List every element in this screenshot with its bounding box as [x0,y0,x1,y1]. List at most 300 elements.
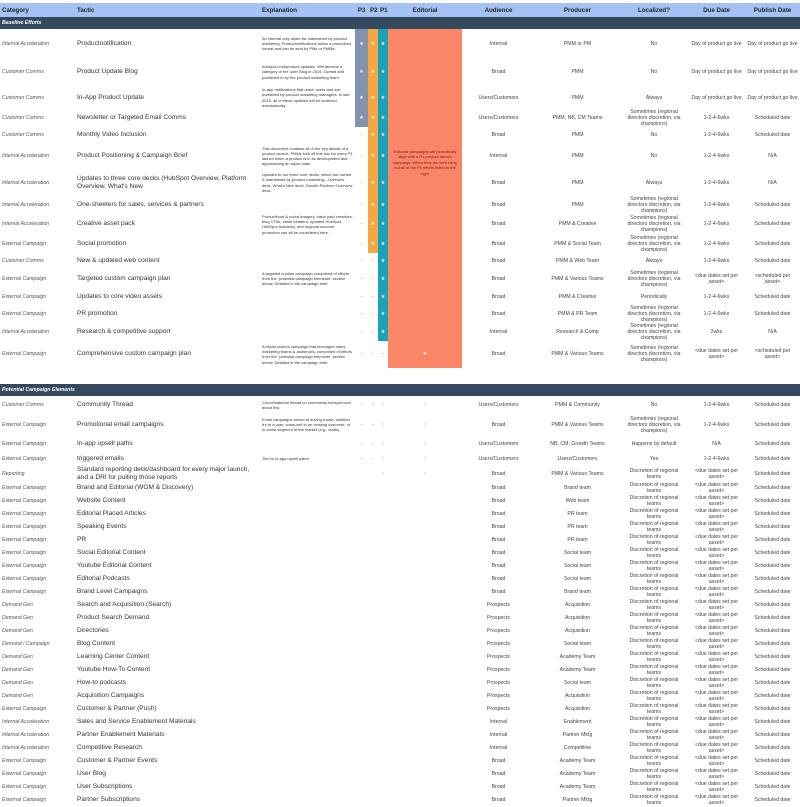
publish-cell[interactable]: Scheduled date [754,537,791,544]
category-cell[interactable]: External Campaign [2,293,47,300]
audience-cell[interactable]: Internal [489,732,508,739]
due-cell[interactable]: 1-2-4-6wks [703,257,730,264]
category-cell[interactable]: External Campaign [2,440,47,447]
table-row[interactable] [0,677,800,690]
editorial-cell[interactable] [388,521,462,534]
explanation-cell[interactable] [260,651,355,664]
audience-cell[interactable]: Broad [491,589,506,596]
p3-cell[interactable] [355,664,368,677]
tactic-cell[interactable]: Product Search Demand [77,614,150,622]
category-cell[interactable]: Internal Acceleration [2,732,50,739]
due-cell[interactable]: <due dates set per asset> [694,625,739,638]
publish-cell[interactable]: Scheduled date [754,221,791,228]
category-cell[interactable]: Internal Acceleration [2,153,50,159]
explanation-cell[interactable] [260,703,355,716]
table-row[interactable] [0,396,800,414]
producer-cell[interactable]: PMM & Creative [558,221,597,228]
due-cell[interactable]: 1-2-4-6wks [703,132,730,138]
p1-cell[interactable] [378,235,388,253]
p1-cell[interactable] [378,86,388,109]
explanation-cell[interactable] [260,677,355,690]
explanation-cell[interactable] [260,508,355,521]
localized-cell[interactable]: Discretion of regional teams [629,742,679,755]
explanation-cell[interactable]: hubspot.com/product-updates. Will become a category of the User Blog in 2019. Owned and published to by the product marketing team. [262,64,345,80]
table-row[interactable] [0,781,800,794]
audience-cell[interactable]: Users/Customers [478,455,519,462]
p2-cell[interactable] [368,638,378,651]
table-row[interactable] [0,742,800,755]
p2-cell[interactable] [368,235,378,253]
table-row[interactable] [0,768,800,781]
producer-cell[interactable]: NB, CM, Growth Teams [550,440,605,447]
p3-cell[interactable] [355,638,368,651]
tactic-cell[interactable]: User Blog [77,770,106,778]
p1-cell[interactable] [378,755,388,768]
category-cell[interactable]: External Campaign [2,498,47,505]
explanation-cell[interactable] [260,534,355,547]
editorial-cell[interactable] [388,742,462,755]
producer-cell[interactable]: PMM & Community [555,401,600,408]
table-row[interactable] [0,612,800,625]
category-cell[interactable]: External Campaign [2,706,47,713]
producer-cell[interactable]: Acquisition [564,602,591,609]
category-cell[interactable]: Customer Comms [2,257,44,264]
localized-cell[interactable]: Discretion of regional teams [629,781,679,794]
table-row[interactable] [0,414,800,436]
producer-cell[interactable]: PMM & Various Teams [551,421,604,428]
p2-cell[interactable] [368,452,378,466]
due-cell[interactable]: <due dates set per asset> [694,573,739,586]
editorial-cell[interactable] [388,716,462,729]
localized-cell[interactable]: Discretion of regional teams [629,794,679,807]
table-row[interactable] [0,755,800,768]
explanation-cell[interactable]: In-app notifications that reach users and are published by product marketing managers. In late 2018, all of these updates will be localized automatically. [262,87,350,108]
p3-cell[interactable] [355,534,368,547]
publish-cell[interactable]: Scheduled date [754,615,791,622]
category-cell[interactable]: Demand Gen [2,615,33,622]
due-cell[interactable]: 1-2-4-6wks [703,240,730,247]
editorial-cell[interactable] [388,768,462,781]
p1-cell[interactable] [378,729,388,742]
publish-cell[interactable]: Scheduled date [754,732,791,739]
p3-cell[interactable] [355,58,368,86]
publish-cell[interactable]: Scheduled date [754,524,791,531]
localized-cell[interactable]: Discretion of regional teams [629,521,679,534]
p2-cell[interactable] [368,573,378,586]
p3-cell[interactable] [355,396,368,414]
tactic-cell[interactable]: Product Positioning & Campaign Brief [77,152,188,159]
tactic-cell[interactable]: In-App Product Update [77,93,145,101]
localized-cell[interactable]: Discretion of regional teams [629,716,679,729]
p2-cell[interactable] [368,599,378,612]
column-header-audience[interactable]: Audience [462,3,535,17]
table-row[interactable] [0,341,800,368]
due-cell[interactable]: <due dates set per asset> [694,664,739,677]
p2-cell[interactable] [368,169,378,196]
due-cell[interactable]: Day of product go live [691,94,742,101]
audience-cell[interactable]: Broad [491,550,506,557]
publish-cell[interactable]: N/A [768,179,777,186]
explanation-cell[interactable]: An internal only distro list maintained by product marketing. Productnotifications follow a prescribed format and can be sent by PMs or PMMs. [262,35,352,52]
audience-cell[interactable]: Broad [491,257,506,264]
explanation-cell[interactable] [260,289,355,305]
producer-cell[interactable]: Brand team [564,485,591,492]
p2-cell[interactable] [368,196,378,214]
tactic-cell[interactable]: Directories [77,627,109,635]
category-cell[interactable]: External Campaign [2,421,47,428]
localized-cell[interactable]: Discretion of regional teams [629,612,679,625]
p1-cell[interactable] [378,534,388,547]
category-cell[interactable]: Internal Acceleration [2,179,50,186]
category-cell[interactable]: External Campaign [2,511,47,518]
audience-cell[interactable]: Broad [491,758,506,765]
p1-cell[interactable] [378,305,388,323]
due-cell[interactable]: <due dates set per asset> [694,272,739,285]
audience-cell[interactable]: Broad [491,275,506,282]
p3-cell[interactable] [355,109,368,127]
p2-cell[interactable] [368,143,378,169]
tactic-cell[interactable]: In-app upsell paths [77,439,133,447]
due-cell[interactable]: <due dates set per asset> [694,690,739,703]
table-row[interactable] [0,560,800,573]
category-cell[interactable]: Internal Acceleration [2,745,50,752]
category-cell[interactable]: Customer Comms [2,94,44,101]
p3-cell[interactable] [355,289,368,305]
producer-cell[interactable]: Users/Customers [557,455,598,462]
due-cell[interactable]: 1-2-4-6wks [703,179,730,186]
publish-cell[interactable]: Scheduled date [754,240,791,247]
editorial-cell[interactable] [388,341,462,368]
editorial-cell[interactable] [388,482,462,495]
tactic-cell[interactable]: Speaking Events [77,523,127,531]
p3-cell[interactable] [355,143,368,169]
audience-cell[interactable]: Broad [491,576,506,583]
p3-cell[interactable] [355,768,368,781]
due-cell[interactable]: <due dates set per asset> [694,677,739,690]
p1-cell[interactable] [378,143,388,169]
category-cell[interactable]: External Campaign [2,797,47,804]
publish-cell[interactable]: Scheduled date [754,485,791,492]
editorial-cell[interactable] [388,625,462,638]
p3-cell[interactable] [355,86,368,109]
due-cell[interactable]: <due dates set per asset> [694,612,739,625]
due-cell[interactable]: 1-2-4-6wks [703,202,730,208]
p1-cell[interactable] [378,599,388,612]
editorial-cell[interactable] [388,534,462,547]
explanation-cell[interactable] [260,573,355,586]
publish-cell[interactable]: Scheduled date [754,310,791,317]
explanation-cell[interactable] [260,625,355,638]
explanation-cell[interactable] [260,729,355,742]
tactic-cell[interactable]: Brand and Editorial (WOM & Discovery) [77,484,194,492]
p2-cell[interactable] [368,625,378,638]
localized-cell[interactable]: Discretion of regional teams [629,586,679,599]
p1-cell[interactable] [378,625,388,638]
p3-cell[interactable] [355,755,368,768]
publish-cell[interactable]: Scheduled date [754,784,791,791]
p3-cell[interactable] [355,127,368,143]
table-row[interactable] [0,547,800,560]
explanation-cell[interactable] [260,638,355,651]
publish-cell[interactable]: Scheduled date [754,550,791,557]
p3-cell[interactable] [355,794,368,807]
tactic-cell[interactable]: Research & competitive support [77,327,171,335]
explanation-cell[interactable]: Email campaigns aimed at driving a sale, whether it's to a user, cross-sell to an existing customer, or to some segment of the market (e.g., leads) [262,417,351,433]
producer-cell[interactable]: PMM [571,153,584,159]
category-cell[interactable]: Customer Comms [2,115,44,121]
publish-cell[interactable]: Scheduled date [754,641,791,648]
p2-cell[interactable] [368,58,378,86]
localized-cell[interactable]: Sometimes (regional directors discretion, via champions) [627,304,681,323]
table-row[interactable] [0,109,800,127]
producer-cell[interactable]: PMM [571,179,584,186]
explanation-cell[interactable] [260,436,355,452]
category-cell[interactable]: External Campaign [2,563,47,570]
tactic-cell[interactable]: One-sheeters for sales, services & partners [77,201,204,208]
publish-cell[interactable]: Scheduled date [754,470,791,477]
p1-cell[interactable] [378,127,388,143]
p2-cell[interactable] [368,214,378,235]
p1-cell[interactable] [378,414,388,436]
explanation-cell[interactable]: Tied to in-app upsell paths [262,456,309,462]
explanation-cell[interactable] [260,742,355,755]
p3-cell[interactable] [355,651,368,664]
editorial-cell[interactable] [388,414,462,436]
p1-cell[interactable] [378,396,388,414]
tactic-cell[interactable]: Standard reporting deck/dashboard for every major launch, and a DRI for pulling those reports [77,465,250,481]
p1-cell[interactable] [378,466,388,482]
localized-cell[interactable]: No [650,69,658,75]
due-cell[interactable]: <due dates set per asset> [694,742,739,755]
p2-cell[interactable] [368,289,378,305]
localized-cell[interactable]: Always [645,94,663,101]
producer-cell[interactable]: Acquisition [564,693,591,700]
tactic-cell[interactable]: New & updated web content [77,256,160,264]
p1-cell[interactable] [378,29,388,58]
editorial-cell[interactable] [388,323,462,341]
due-cell[interactable]: <due dates set per asset> [694,794,739,807]
audience-cell[interactable]: Broad [491,310,506,317]
publish-cell[interactable]: Scheduled date [754,628,791,635]
due-cell[interactable]: <due dates set per asset> [694,755,739,768]
tactic-cell[interactable]: User Subscriptions [77,783,133,791]
publish-cell[interactable]: N/A [768,153,777,159]
p3-cell[interactable] [355,547,368,560]
explanation-cell[interactable] [260,612,355,625]
localized-cell[interactable]: No [650,40,658,47]
p3-cell[interactable] [355,599,368,612]
producer-cell[interactable]: Academy Team [559,758,596,765]
audience-cell[interactable]: Broad [491,240,506,247]
localized-cell[interactable]: Sometimes (regional directors discretion, via champions) [627,234,681,253]
p3-cell[interactable] [355,323,368,341]
explanation-cell[interactable]: Conversational thread on community.hubspot.com about this [262,399,351,410]
category-cell[interactable]: External Campaign [2,351,47,358]
producer-cell[interactable]: PMM & Various Teams [551,275,604,282]
explanation-cell[interactable] [260,323,355,341]
table-row[interactable] [0,573,800,586]
p1-cell[interactable] [378,323,388,341]
p1-cell[interactable] [378,109,388,127]
category-cell[interactable]: Demand Gen [2,693,33,700]
category-cell[interactable]: Demand Gen [2,667,33,674]
p1-cell[interactable] [378,781,388,794]
p2-cell[interactable] [368,521,378,534]
table-row[interactable] [0,703,800,716]
due-cell[interactable]: Day of product go live [691,40,742,47]
tactic-cell[interactable]: Partner Enablement Materials [77,731,165,739]
publish-cell[interactable]: Scheduled date [754,293,791,300]
localized-cell[interactable]: Discretion of regional teams [629,768,679,781]
table-row[interactable] [0,323,800,341]
producer-cell[interactable]: PR team [567,511,588,518]
p2-cell[interactable] [368,534,378,547]
publish-cell[interactable]: Scheduled date [754,498,791,505]
category-cell[interactable]: Internal Acceleration [2,221,50,228]
editorial-cell[interactable] [388,396,462,414]
column-header-localized[interactable]: Localized? [620,3,688,17]
due-cell[interactable]: Day of product go live [691,69,742,75]
publish-cell[interactable]: Scheduled date [754,719,791,726]
explanation-cell[interactable] [260,716,355,729]
localized-cell[interactable]: Discretion of regional teams [629,755,679,768]
producer-cell[interactable]: Social team [563,550,592,557]
p1-cell[interactable] [378,768,388,781]
producer-cell[interactable]: Social team [563,563,592,570]
p2-cell[interactable] [368,768,378,781]
p2-cell[interactable] [368,269,378,289]
tactic-cell[interactable]: Customer & Partner (Push) [77,705,157,713]
audience-cell[interactable]: Internal [489,40,508,47]
editorial-cell[interactable] [388,58,462,86]
tactic-cell[interactable]: Editorial Podcasts [77,575,130,583]
table-row[interactable] [0,729,800,742]
p3-cell[interactable] [355,703,368,716]
table-row[interactable] [0,269,800,289]
publish-cell[interactable]: Scheduled date [754,654,791,661]
category-cell[interactable]: Internal Acceleration [2,202,50,208]
p1-cell[interactable] [378,58,388,86]
tactic-cell[interactable]: Product Update Blog [77,68,138,75]
p2-cell[interactable] [368,127,378,143]
table-row[interactable] [0,495,800,508]
localized-cell[interactable]: Discretion of regional teams [629,677,679,690]
p1-cell[interactable] [378,269,388,289]
localized-cell[interactable]: Periodically [640,293,668,300]
table-row[interactable] [0,690,800,703]
audience-cell[interactable]: Broad [491,498,506,505]
explanation-cell[interactable] [260,547,355,560]
explanation-cell[interactable] [260,755,355,768]
p3-cell[interactable] [355,482,368,495]
table-row[interactable] [0,466,800,482]
column-header-category[interactable]: Category [0,3,75,17]
tactic-cell[interactable]: Website Content [77,497,126,505]
publish-cell[interactable]: Scheduled date [754,706,791,713]
tactic-cell[interactable]: Learning Center Content [77,653,150,661]
table-row[interactable] [0,625,800,638]
localized-cell[interactable]: Yes [649,455,659,462]
explanation-cell[interactable] [260,781,355,794]
due-cell[interactable]: <due dates set per asset> [694,560,739,573]
producer-cell[interactable]: PMM & Web Team [555,257,600,264]
audience-cell[interactable]: Broad [491,485,506,492]
p3-cell[interactable] [355,414,368,436]
tactic-cell[interactable]: Social promotion [77,239,127,247]
due-cell[interactable]: <due dates set per asset> [694,521,739,534]
producer-cell[interactable]: Social team [563,641,592,648]
editorial-cell[interactable] [388,703,462,716]
p3-cell[interactable] [355,612,368,625]
editorial-cell[interactable] [388,436,462,452]
publish-cell[interactable]: Scheduled date [754,421,791,428]
producer-cell[interactable]: PR team [567,537,588,544]
p2-cell[interactable] [368,482,378,495]
publish-cell[interactable]: Scheduled date [754,667,791,674]
producer-cell[interactable]: Enablement [563,719,592,726]
producer-cell[interactable]: PMM & Creative [558,293,597,300]
explanation-cell[interactable] [260,253,355,269]
tactic-cell[interactable]: PR promotion [77,309,118,317]
audience-cell[interactable]: Broad [491,470,506,477]
editorial-cell[interactable] [388,127,462,143]
category-cell[interactable]: Demand Gen [2,654,33,661]
publish-cell[interactable]: Scheduled date [754,455,791,462]
p1-cell[interactable] [378,289,388,305]
explanation-cell[interactable] [260,495,355,508]
p3-cell[interactable] [355,269,368,289]
tactic-cell[interactable]: Community Thread [77,400,133,408]
table-row[interactable] [0,214,800,235]
editorial-cell[interactable] [388,269,462,289]
editorial-cell[interactable] [388,466,462,482]
audience-cell[interactable]: Users/Customers [478,401,519,408]
producer-cell[interactable]: Web team [565,498,590,505]
explanation-cell[interactable]: ProductHunt & social imagery, basic paid creatives, blog CTAs, email headers, updated HubSpot, HubSpot Academy, and regional account promotion can all be considered here. [262,214,353,235]
table-row[interactable] [0,235,800,253]
audience-cell[interactable]: Internal [489,745,508,752]
editorial-cell[interactable] [388,664,462,677]
p2-cell[interactable] [368,253,378,269]
tactic-cell[interactable]: Partner Subscriptions [77,796,141,804]
producer-cell[interactable]: PMM [571,132,584,138]
due-cell[interactable]: <due dates set per asset> [694,547,739,560]
explanation-cell[interactable] [260,794,355,807]
p3-cell[interactable] [355,742,368,755]
publish-cell[interactable]: <scheduled per asset> [754,348,791,361]
localized-cell[interactable]: Sometimes (regional directors discretion, via champions) [627,109,681,127]
column-header-p3[interactable]: P3 [355,3,368,17]
audience-cell[interactable]: Broad [491,293,506,300]
p3-cell[interactable] [355,716,368,729]
p3-cell[interactable] [355,495,368,508]
producer-cell[interactable]: PMM [571,94,584,101]
p3-cell[interactable] [355,625,368,638]
editorial-cell[interactable] [388,109,462,127]
due-cell[interactable]: 1-2-4-6wks [703,401,730,408]
tactic-cell[interactable]: Newsletter or Targeted Email Comms [77,114,187,121]
tactic-cell[interactable]: Competitive Research [77,744,142,752]
explanation-cell[interactable] [260,482,355,495]
column-header-due[interactable]: Due Date [688,3,745,17]
audience-cell[interactable]: Broad [491,771,506,778]
explanation-cell[interactable] [260,109,355,127]
table-row[interactable] [0,599,800,612]
publish-cell[interactable]: Scheduled date [754,257,791,264]
column-header-editorial[interactable]: Editorial [388,3,462,17]
audience-cell[interactable]: Internal [489,153,508,159]
table-row[interactable] [0,86,800,109]
